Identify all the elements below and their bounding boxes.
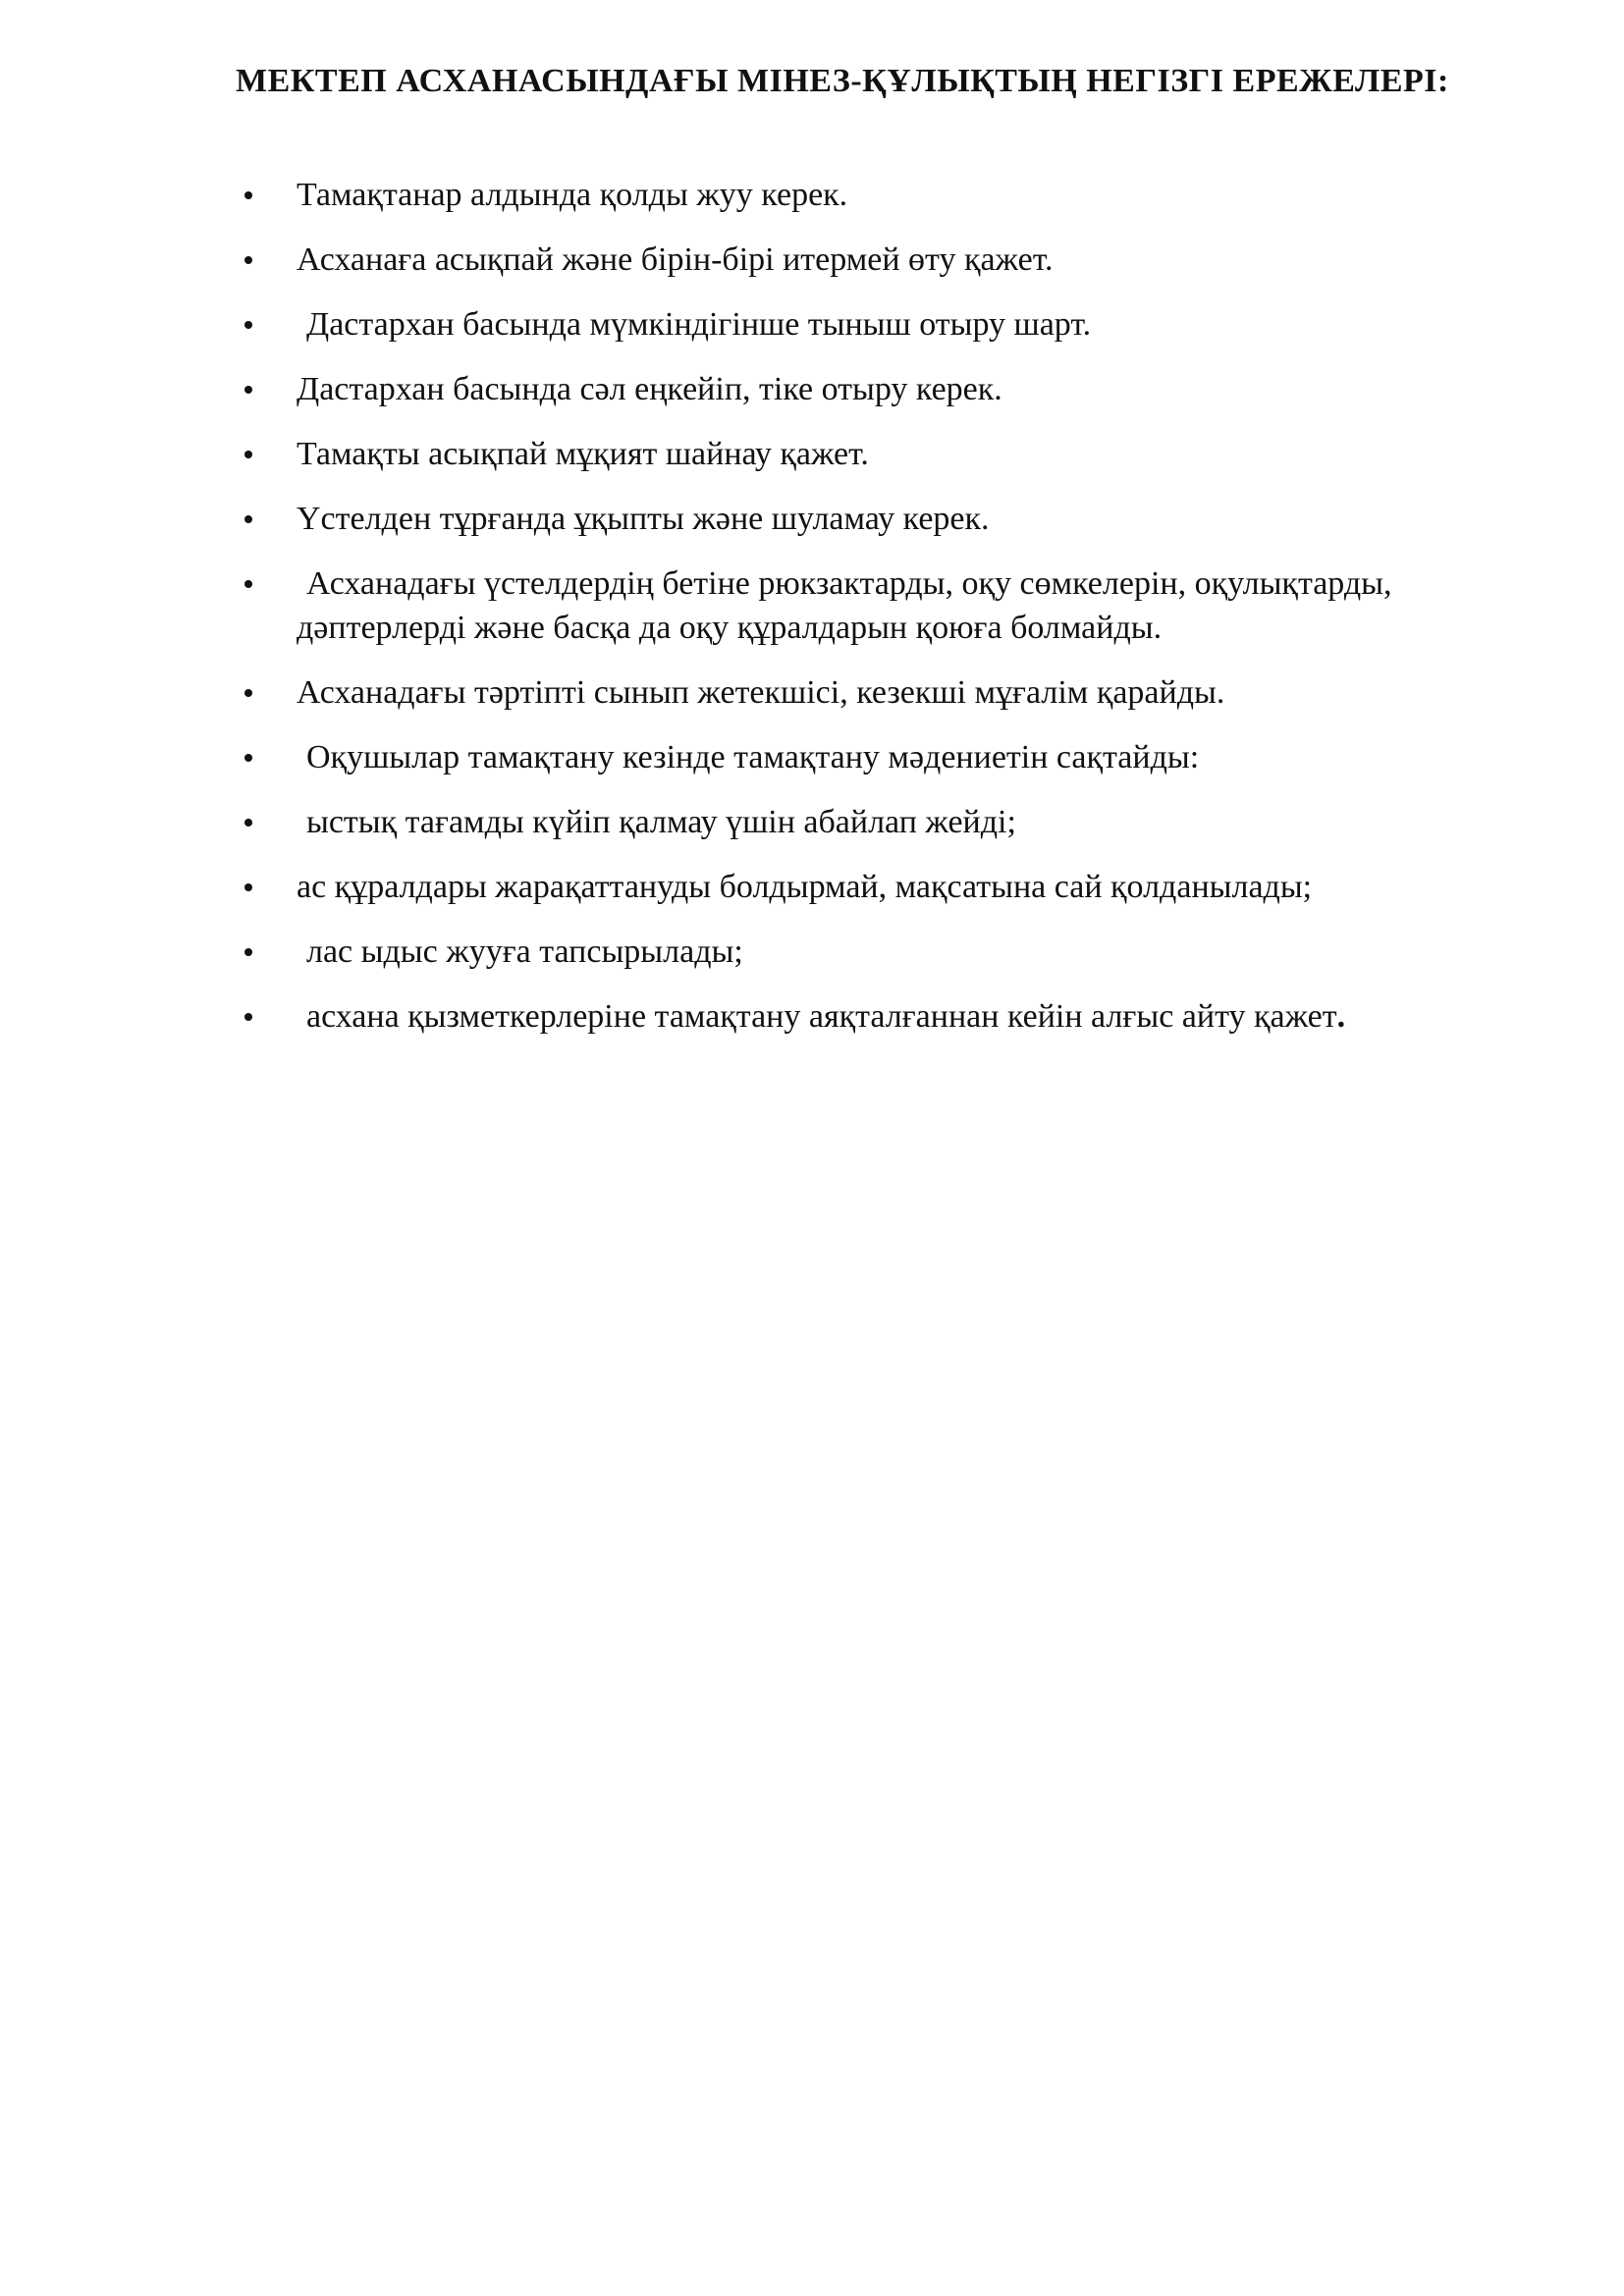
list-item — [236, 432, 1532, 476]
rule-text: ас құралдары жарақаттануды болдырмай, мақсатына сай қолданылады; — [297, 869, 1313, 905]
list-item — [236, 930, 1532, 974]
rule-text: Тамақты асықпай мұқият шайнау қажет. — [297, 436, 869, 472]
bullet-icon — [244, 754, 252, 762]
rules-list — [236, 173, 1532, 1059]
bullet-icon — [244, 451, 252, 458]
rule-text: Дастархан басында мүмкіндігінше тыныш отыру шарт. — [306, 306, 1092, 343]
bullet-icon — [244, 948, 252, 956]
list-item — [236, 367, 1532, 411]
list-item — [236, 561, 1532, 650]
bullet-icon — [244, 386, 252, 394]
list-item — [236, 735, 1532, 779]
rule-text: Тамақтанар алдында қолды жуу керек. — [297, 177, 848, 213]
rule-text: Дастархан басында сәл еңкейіп, тіке отыру керек. — [297, 371, 1002, 407]
bullet-icon — [244, 256, 252, 264]
rule-text: Оқушылар тамақтану кезінде тамақтану мәдениетін сақтайды: — [306, 739, 1200, 775]
rule-text — [297, 998, 1345, 1035]
rule-text: ыстық тағамды күйіп қалмау үшін абайлап жейді; — [306, 804, 1016, 840]
bullet-icon — [244, 1013, 252, 1021]
bullet-icon — [244, 321, 252, 329]
rule-text: Асханадағы тәртіпті сынып жетекшісі, кезекші мұғалім қарайды. — [297, 674, 1225, 711]
bullet-icon — [244, 515, 252, 523]
list-item — [236, 173, 1532, 217]
rule-text-body: асхана қызметкерлеріне тамақтану аяқталғаннан кейін алғыс айту қажет — [306, 998, 1337, 1035]
list-item — [236, 994, 1532, 1039]
list-item — [236, 238, 1532, 282]
list-item — [236, 497, 1532, 541]
list-item — [236, 865, 1532, 909]
page-title: МЕКТЕП АСХАНАСЫНДАҒЫ МІНЕЗ-ҚҰЛЫҚТЫҢ НЕГІЗГІ ЕРЕЖЕЛЕРІ: — [236, 63, 1449, 99]
rule-text: Асханаға асықпай және бірін-бірі итермей өту қажет. — [297, 241, 1054, 278]
list-item — [236, 302, 1532, 347]
list-item — [236, 670, 1532, 715]
rule-text: Үстелден тұрғанда ұқыпты және шуламау керек. — [297, 501, 990, 537]
rule-text: лас ыдыс жууға тапсырылады; — [306, 934, 743, 970]
bullet-icon — [244, 883, 252, 891]
bullet-icon — [244, 191, 252, 199]
rule-text: Асханадағы үстелдердің бетіне рюкзактарды, оқу сөмкелерін, оқулықтарды, дәптерлерді және басқа да оқу құралдарын қоюға болмайды. — [297, 565, 1392, 646]
bullet-icon — [244, 580, 252, 588]
rule-text-end: . — [1336, 998, 1346, 1035]
bullet-icon — [244, 689, 252, 697]
bullet-icon — [244, 819, 252, 827]
list-item — [236, 800, 1532, 844]
